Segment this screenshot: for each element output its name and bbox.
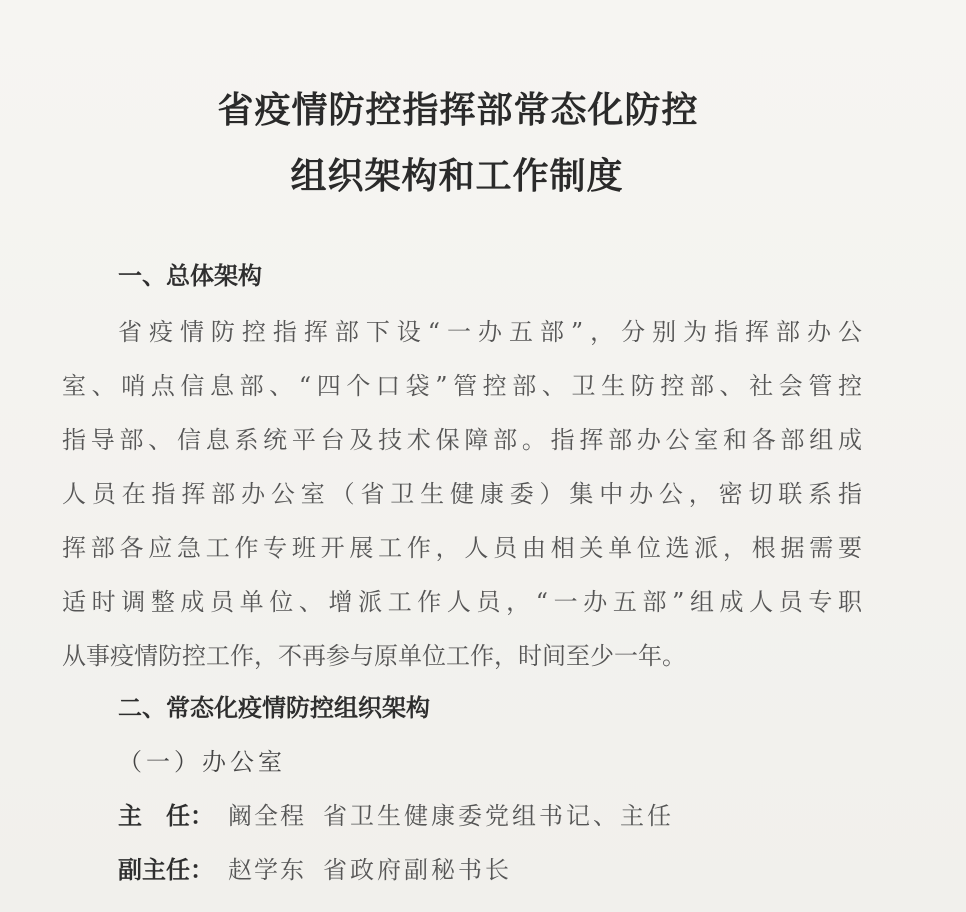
subsection-1-heading: （一）办公室 [118,748,286,776]
section-1-paragraph-line: 挥部各应急工作专班开展工作，人员由相关单位选派，根据需要 [62,534,862,562]
section-1-paragraph-line: 人员在指挥部办公室（省卫生健康委）集中办公，密切联系指 [62,480,862,508]
section-2-heading: 二、常态化疫情防控组织架构 [118,694,430,722]
role-person-name: 阚全程 [228,802,306,830]
section-1-paragraph-line: 指导部、信息系统平台及技术保障部。指挥部办公室和各部组成 [62,426,862,454]
section-1-paragraph-line: 适时调整成员单位、增派工作人员，“一办五部”组成人员专职 [62,588,862,616]
role-label: 副主任： [118,856,214,884]
section-1-heading: 一、总体架构 [118,262,262,290]
role-row-director [118,796,674,831]
role-position-title: 省卫生健康委党组书记、主任 [323,802,674,830]
section-1-paragraph-line: 从事疫情防控工作，不再参与原单位工作，时间至少一年。 [62,642,686,670]
section-1-paragraph-line: 室、哨点信息部、“四个口袋”管控部、卫生防控部、社会管控 [62,372,862,400]
role-label: 主 任： [118,802,214,830]
document-title-line-2: 组织架构和工作制度 [290,156,624,197]
section-1-paragraph-line: 省疫情防控指挥部下设“一办五部”，分别为指挥部办公 [118,318,862,346]
role-person-name: 赵学东 [228,856,306,884]
role-row-deputy-director [118,850,512,885]
document-title-line-1: 省疫情防控指挥部常态化防控 [217,90,699,131]
role-position-title: 省政府副秘书长 [323,856,512,884]
